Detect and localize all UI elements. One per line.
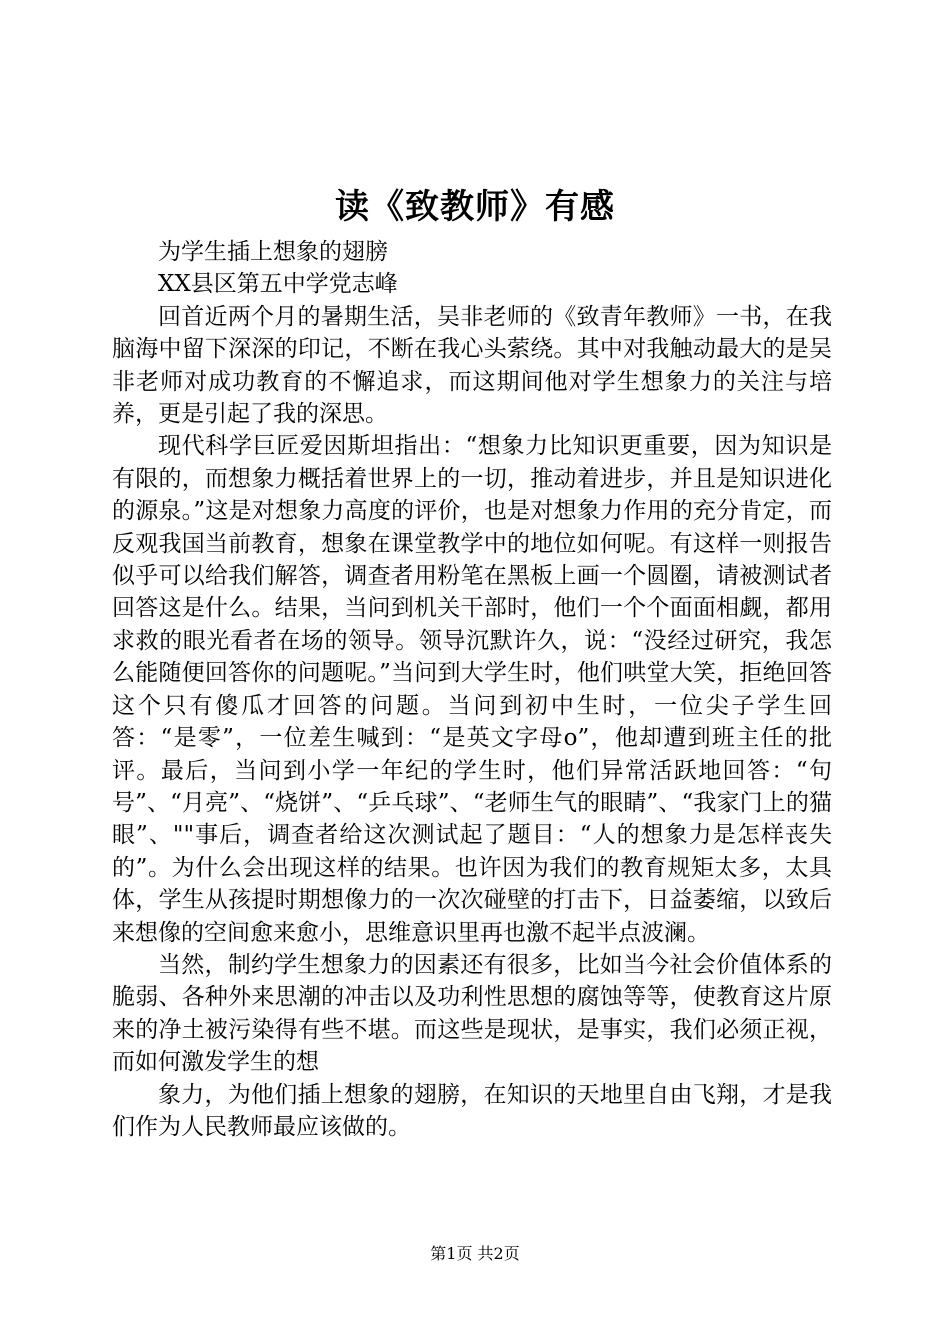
paragraph: 现代科学巨匠爱因斯坦指出：“想象力比知识更重要，因为知识是有限的，而想象力概括着世界上的一切，推动着进步，并且是知识进化的源泉。”这是对想象力高度的评价，也是对想象力作用的充分肯定，而反观我国当前教育，想象在课堂教学中的地位如何呢。有这样一则报告似乎可以给我们解答，调查者用粉笔在黑板上画一个圆圈，请被测试者回答这是什么。结果，当问到机关干部时，他们一个个面面相觑，都用求救的眼光看者在场的领导。领导沉默许久，说：“没经过研究，我怎么能随便回答你的问题呢。”当问到大学生时，他们哄堂大笑，拒绝回答这个只有傻瓜才回答的问题。当问到初中生时，一位尖子学生回答：“是零”，一位差生喊到：“是英文字母o”，他却遭到班主任的批评。最后，当问到小学一年纪的学生时，他们异常活跃地回答：“句号”、“月亮”、“烧饼”、“乒乓球”、“老师生气的眼睛”、“我家门上的猫眼”、""事后，调查者给这次测试起了题目：“人的想象力是怎样丧失的”。为什么会出现这样的结果。也许因为我们的教育规矩太多，太具体，学生从孩提时期想像力的一次次碰壁的打击下，日益萎缩，以致后来想像的空间愈来愈小，思维意识里再也激不起半点波澜。 <box>112 433 832 946</box>
author-line: XX县区第五中学党志峰 <box>158 271 398 298</box>
paragraph: 当然，制约学生想象力的因素还有很多，比如当今社会价值体系的脆弱、各种外来思潮的冲击以及功利性思想的腐蚀等等，使教育这片原来的净土被污染得有些不堪。而这些是现状，是事实，我们必须正视，而如何激发学生的想 <box>112 951 832 1076</box>
page-footer: 第1页 共2页 <box>430 1244 520 1263</box>
paragraph: 象力，为他们插上想象的翅膀，在知识的天地里自由飞翔，才是我们作为人民教师最应该做的。 <box>112 1081 832 1140</box>
paragraph: 回首近两个月的暑期生活，吴非老师的《致青年教师》一书，在我脑海中留下深深的印记，不断在我心头萦绕。其中对我触动最大的是吴非老师对成功教育的不懈追求，而这期间他对学生想象力的关注与培养，更是引起了我的深思。 <box>112 303 832 428</box>
subtitle-line: 为学生插上想象的翅膀 <box>158 239 388 265</box>
document-body <box>112 236 832 1143</box>
document-title: 读《致教师》有感 <box>335 187 615 227</box>
